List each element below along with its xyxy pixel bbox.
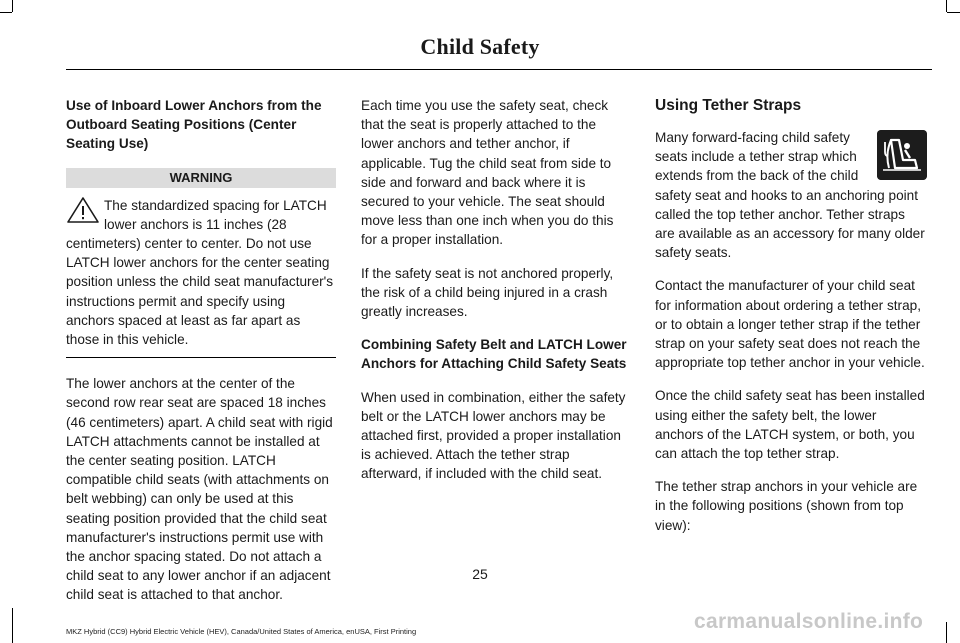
- body-paragraph: When used in combination, either the safety belt or the LATCH lower anchors may be attached first, provided a proper installation is achieved. Attach the tether strap afterward, if included with the child seat.: [361, 389, 626, 482]
- section-subheading: Use of Inboard Lower Anchors from the Outboard Seating Positions (Center Seating Use): [66, 98, 322, 152]
- warning-block: [66, 196, 336, 350]
- crop-mark: [0, 12, 12, 13]
- child-seat-tether-icon: [877, 130, 927, 180]
- section-heading: Using Tether Straps: [655, 97, 802, 114]
- crop-mark: [946, 622, 947, 643]
- footer-text: MKZ Hybrid (CC9) Hybrid Electric Vehicle (HEV), Canada/United States of America, enUSA, First Printing: [66, 627, 417, 636]
- body-paragraph: The tether strap anchors in your vehicle are in the following positions (shown from top view):: [655, 479, 918, 533]
- page-number: 25: [472, 566, 488, 582]
- warning-banner: WARNING: [66, 168, 336, 188]
- body-paragraph: The lower anchors at the center of the second row rear seat are spaced 18 inches (46 centimeters) apart. A child seat with rigid LATCH attachments cannot be installed at the center seating position. LATCH compatible child seats (with attachments on belt webbing) can only be used at this seating position provided that the child seat manufacturer's instructions permit use with the anchor spacing stated. Do not attach a child seat to any lower anchor if an adjacent child seat is attached to that anchor.: [66, 376, 333, 603]
- warning-divider: [66, 357, 336, 358]
- header-divider: [66, 69, 932, 70]
- column-3: [655, 96, 927, 549]
- warning-triangle-icon: [66, 196, 100, 224]
- crop-mark: [947, 12, 960, 13]
- section-subheading: Combining Safety Belt and LATCH Lower Anchors for Attaching Child Safety Seats: [361, 337, 627, 372]
- warning-text: The standardized spacing for LATCH lower anchors is 11 inches (28 centimeters) center to center. Do not use LATCH lower anchors for the center seating position unless the child seat manufacturer's instructions permit and specify using anchors spaced at least as far apart as those in this vehicle.: [66, 197, 334, 348]
- watermark: carmanualsonline.info: [694, 610, 924, 633]
- crop-mark: [12, 608, 13, 643]
- body-paragraph: Many forward-facing child safety seats include a tether strap which extends from the back of the child safety seat and hooks to an anchoring point called the top tether anchor. Tether straps are available as an accessory for many older safety seats.: [655, 128, 927, 262]
- page-title: Child Safety: [420, 34, 540, 59]
- body-paragraph: Contact the manufacturer of your child seat for information about ordering a tether strap, or to obtain a longer tether strap if the tether strap on your safety seat does not reach the appropriate top tether anchor in your vehicle.: [655, 278, 925, 371]
- column-2: [361, 96, 632, 498]
- column-1: [66, 96, 336, 619]
- crop-mark: [12, 0, 13, 12]
- body-paragraph: If the safety seat is not anchored properly, the risk of a child being injured in a crash greatly increases.: [361, 265, 614, 320]
- body-paragraph: Each time you use the safety seat, check that the seat is properly attached to the lower anchors and tether anchor, if applicable. Tug the child seat from side to side and forward and back where it is secured to your vehicle. The seat should move less than one inch when you do this for a proper installation.: [361, 98, 614, 248]
- body-paragraph: Once the child safety seat has been installed using either the safety belt, the lower anchors of the LATCH system, or both, you can attach the top tether strap.: [655, 388, 925, 462]
- crop-mark: [946, 0, 947, 12]
